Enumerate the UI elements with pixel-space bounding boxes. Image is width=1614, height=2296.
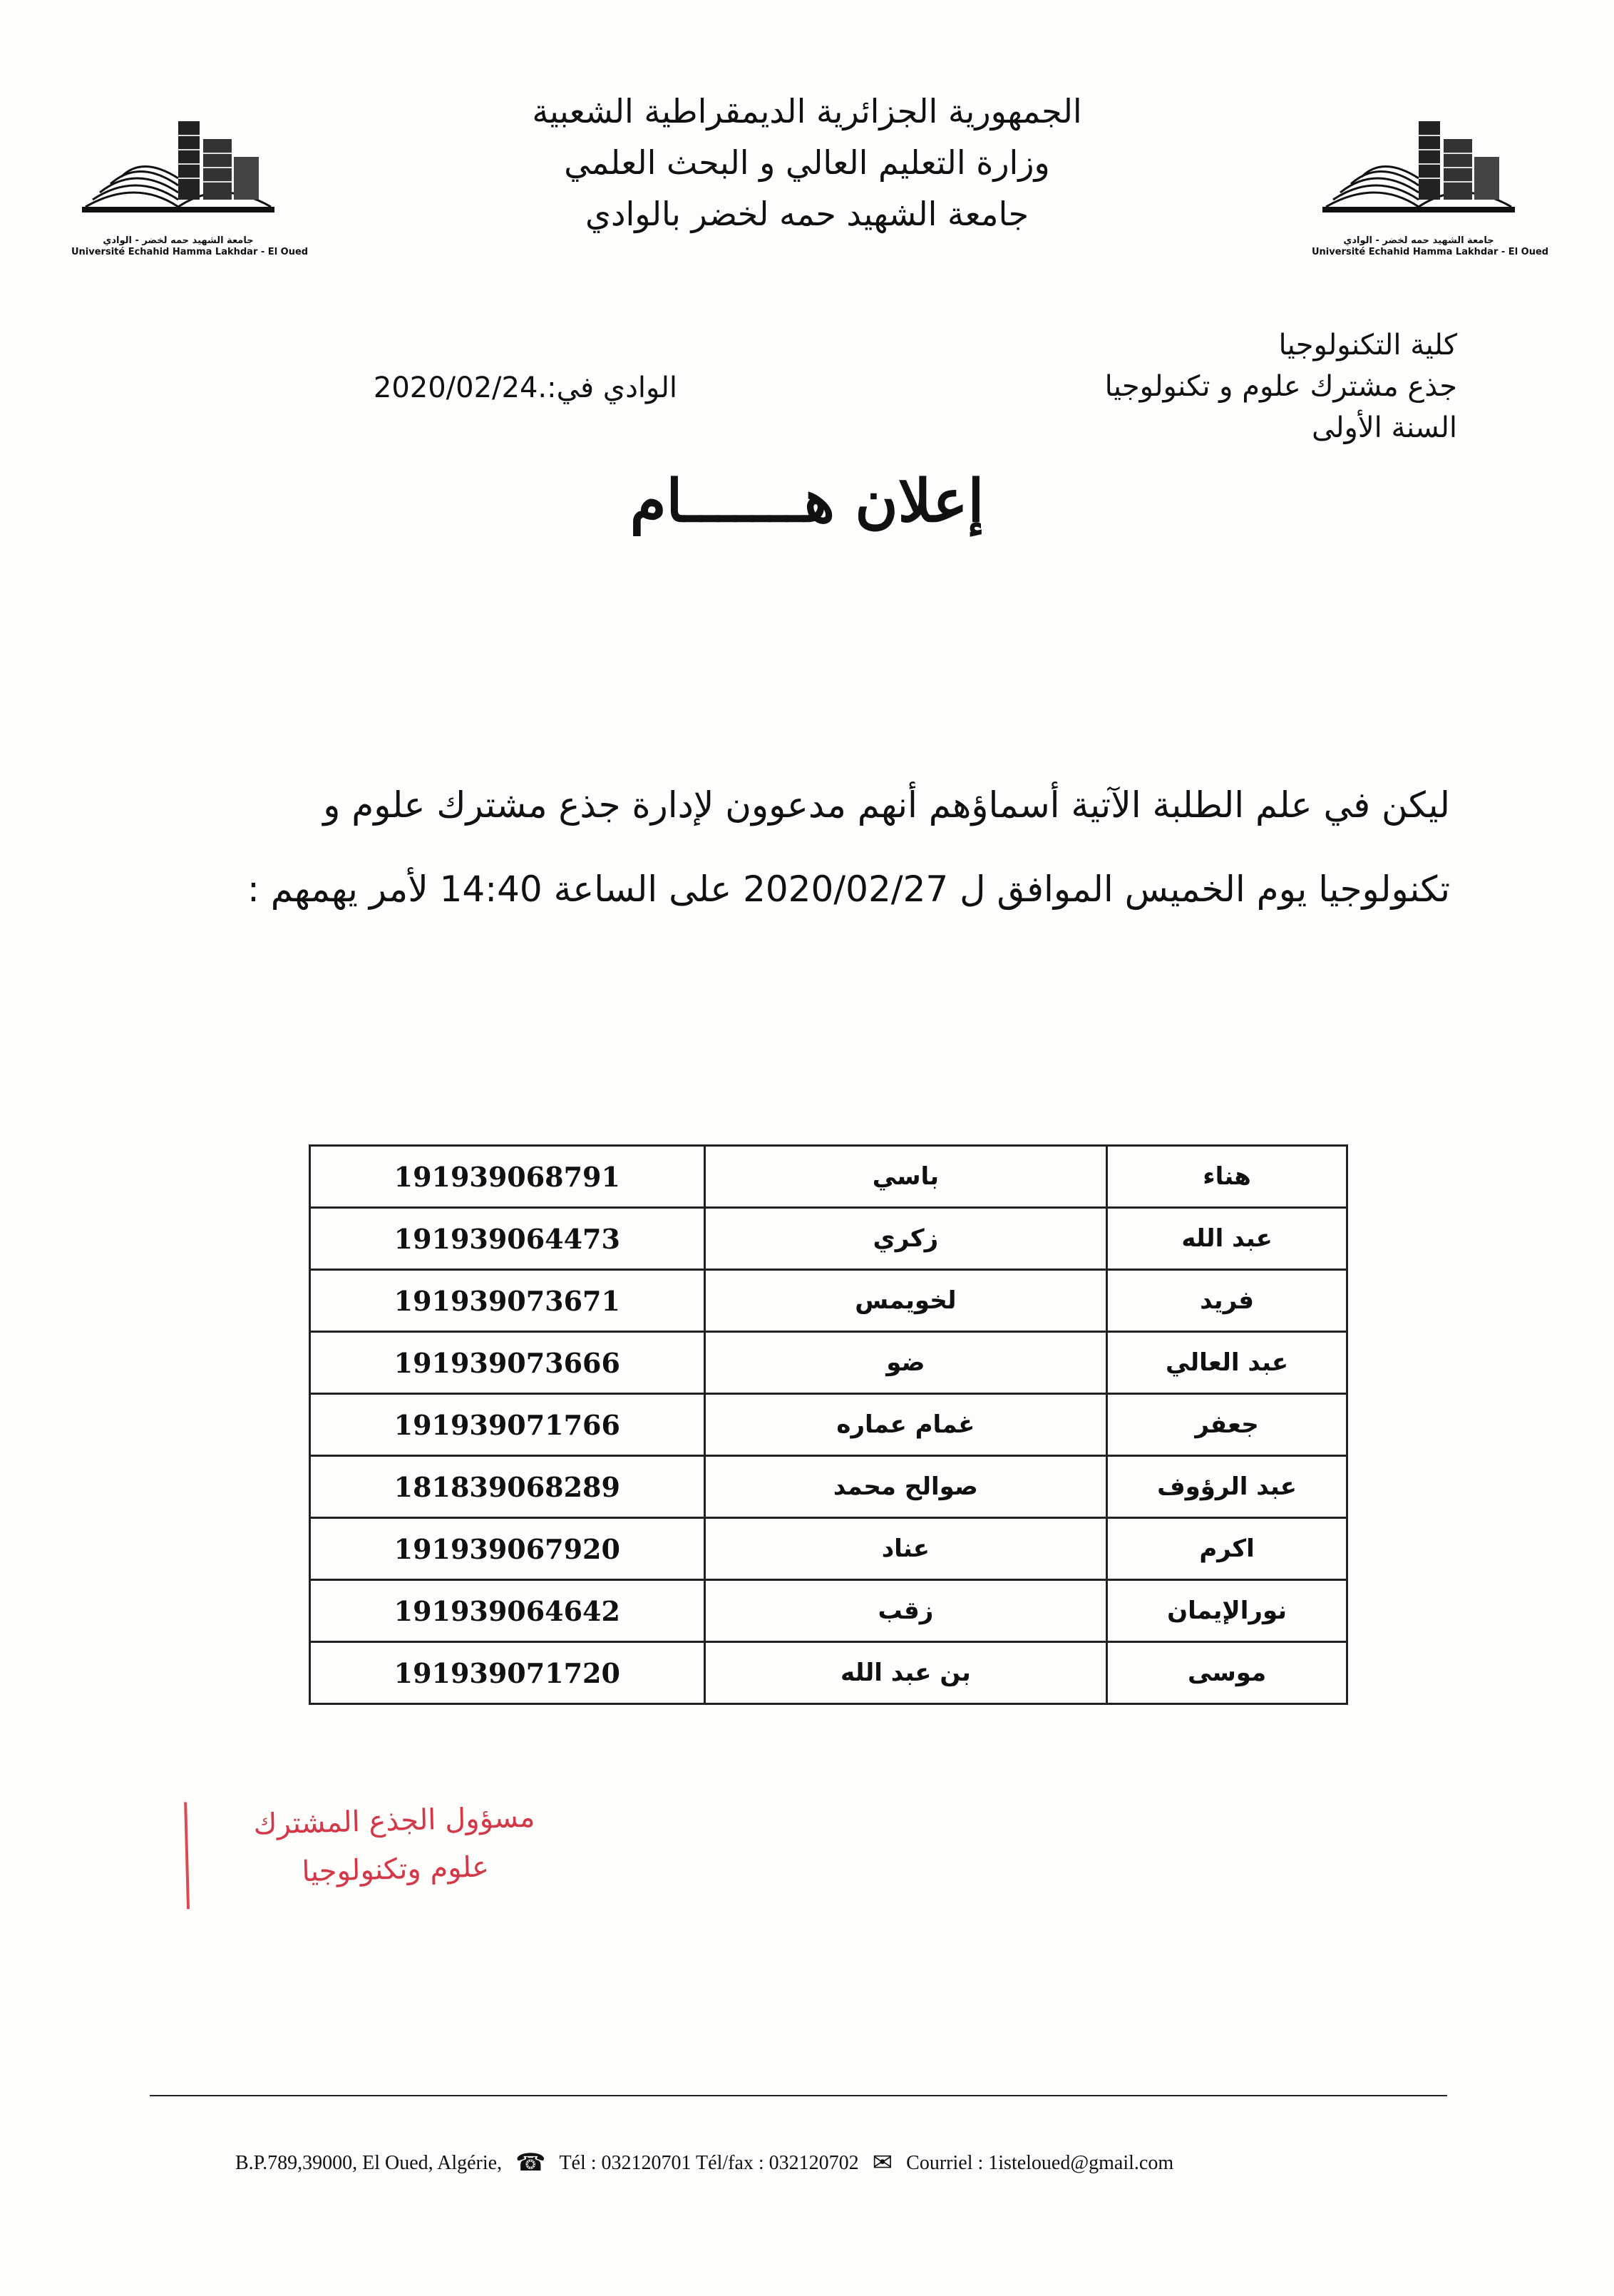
footer-address: B.P.789,39000, El Oued, Algérie,: [235, 2151, 503, 2174]
year-level: السنة الأولى: [1312, 411, 1457, 444]
student-last-name: صوالح محمد: [704, 1456, 1107, 1518]
table-row: [310, 1208, 1347, 1270]
phone-icon: ☎: [515, 2149, 546, 2176]
student-last-name: زكري: [704, 1208, 1107, 1270]
student-id: 181839068289: [310, 1456, 705, 1518]
student-last-name: لخويمس: [704, 1270, 1107, 1332]
footer-email: Courriel : 1isteloued@gmail.com: [906, 2151, 1174, 2174]
logo-caption-french: Université Echahid Hamma Lakhdar - El Oued: [1312, 247, 1549, 257]
announcement-title: إعلان هـــــــام: [629, 467, 985, 535]
announcement-body: ليكن في علم الطلبة الآتية أسماؤهم أنهم مدعوون لإدارة جذع مشترك علوم و تكنولوجيا يوم الخميس الموافق ل 2020/02/27 على الساعة 14:40 لأمر يهمهم :: [247, 784, 1450, 910]
header-country: الجمهورية الجزائرية الديمقراطية الشعبية: [532, 92, 1082, 130]
header-ministry: وزارة التعليم العالي و البحث العلمي: [564, 143, 1050, 182]
student-id: 191939064642: [310, 1580, 705, 1642]
student-first-name: جعفر: [1107, 1394, 1347, 1456]
student-first-name: نورالإيمان: [1107, 1580, 1347, 1642]
logo-caption-arabic: جامعة الشهيد حمه لخضر - الوادي: [1343, 235, 1494, 246]
stamp-line-1: مسؤول الجذع المشترك: [252, 1800, 535, 1841]
student-id: 191939073671: [310, 1270, 705, 1332]
student-last-name: باسي: [704, 1146, 1107, 1208]
student-first-name: عبد العالي: [1107, 1332, 1347, 1394]
table-row: [310, 1642, 1347, 1704]
footer-divider: [150, 2095, 1447, 2096]
student-id: 191939071720: [310, 1642, 705, 1704]
document-footer: [235, 2148, 1447, 2178]
document-date: الوادي في:.2020/02/24: [373, 371, 677, 404]
table-row: [310, 1580, 1347, 1642]
student-first-name: موسى: [1107, 1642, 1347, 1704]
faculty-info: [958, 324, 1457, 449]
faculty-name: كلية التكنولوجيا: [1278, 329, 1457, 362]
official-stamp: [184, 1792, 596, 1910]
table-row: [310, 1270, 1347, 1332]
student-last-name: زقب: [704, 1580, 1107, 1642]
student-last-name: ضو: [704, 1332, 1107, 1394]
student-last-name: بن عبد الله: [704, 1642, 1107, 1704]
student-first-name: عبد الله: [1107, 1208, 1347, 1270]
student-id: 191939067920: [310, 1518, 705, 1580]
table-row: [310, 1394, 1347, 1456]
table-row: [310, 1456, 1347, 1518]
logo-caption-french: Université Echahid Hamma Lakhdar - El Oued: [71, 247, 309, 257]
student-first-name: فريد: [1107, 1270, 1347, 1332]
student-id: 191939071766: [310, 1394, 705, 1456]
stamp-line-2: علوم وتكنولوجيا: [301, 1850, 490, 1889]
student-last-name: عناد: [704, 1518, 1107, 1580]
student-first-name: هناء: [1107, 1146, 1347, 1208]
student-first-name: اكرم: [1107, 1518, 1347, 1580]
logo-caption-arabic: جامعة الشهيد حمه لخضر - الوادي: [103, 235, 254, 246]
header-university: جامعة الشهيد حمه لخضر بالوادي: [585, 195, 1029, 233]
document-header: [0, 86, 1614, 240]
student-id: 191939064473: [310, 1208, 705, 1270]
table-row: [310, 1146, 1347, 1208]
student-id: 191939073666: [310, 1332, 705, 1394]
footer-phone: Tél : 032120701 Tél/fax : 032120702: [559, 2151, 859, 2174]
student-id: 191939068791: [310, 1146, 705, 1208]
table-row: [310, 1332, 1347, 1394]
students-table: [309, 1144, 1348, 1705]
student-first-name: عبد الرؤوف: [1107, 1456, 1347, 1518]
department-name: جذع مشترك علوم و تكنولوجيا: [1104, 370, 1457, 403]
email-icon: ✉: [872, 2149, 893, 2176]
student-last-name: غمام عماره: [704, 1394, 1107, 1456]
table-row: [310, 1518, 1347, 1580]
